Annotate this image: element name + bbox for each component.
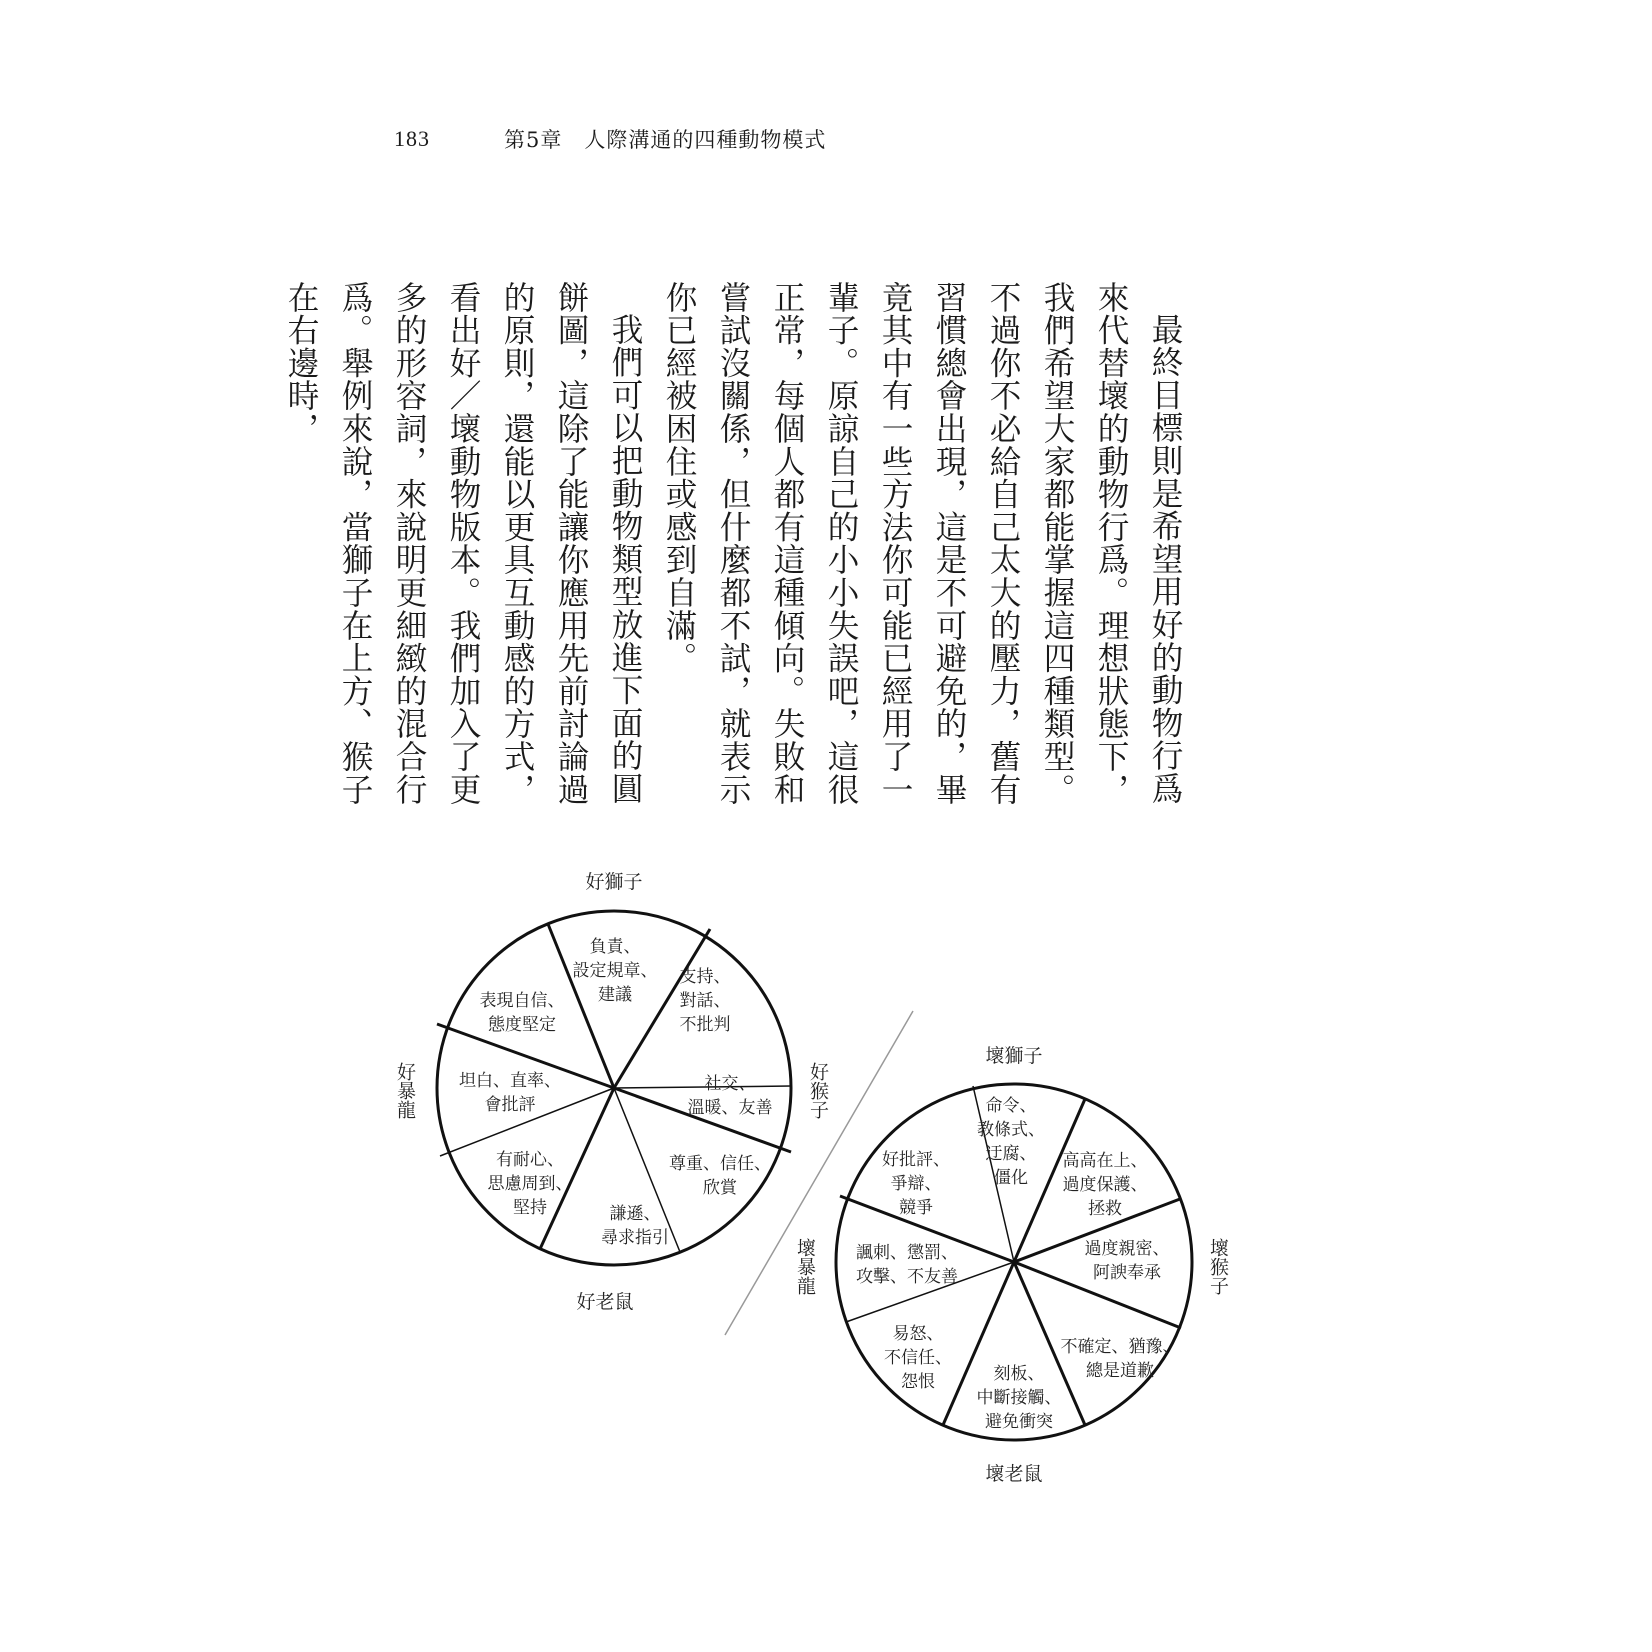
paragraph-2: 我們可以把動物類型放進下面的圓餅圖，這除了能讓你應用先前討論過的原則，還能以更具互動感的方式，看出好／壞動物版本。我們加入了更多的形容詞，來說明更細緻的混合行爲。舉例來說，當獅子在上方、猴子在右邊時， — [283, 281, 643, 806]
bad-monkey-label: 壞猴子 — [1207, 1238, 1229, 1295]
good-segment-7-line: 會批評 — [484, 1095, 536, 1115]
bad-segment-8-line: 競爭 — [899, 1198, 933, 1218]
good-segment-3-line: 溫暖、友善 — [687, 1098, 773, 1118]
good-segment-2-line: 對話、 — [679, 991, 731, 1011]
bad-segment-5-line: 中斷接觸、 — [976, 1388, 1062, 1408]
good-segment-5-line: 尋求指引 — [601, 1228, 669, 1248]
bad-segment-3-line: 過度親密、 — [1084, 1239, 1170, 1259]
bad-wheel — [794, 1045, 1229, 1485]
bad-lion-label: 壞獅子 — [985, 1045, 1043, 1067]
good-segment-6-line: 思慮周到、 — [487, 1174, 573, 1194]
good-segment-4-line: 欣賞 — [703, 1178, 737, 1198]
good-trex-label: 好暴龍 — [394, 1062, 416, 1119]
good-monkey-label: 好猴子 — [807, 1062, 829, 1119]
good-segment-2-line: 支持、 — [679, 967, 731, 987]
good-segment-8-line: 表現自信、 — [479, 991, 565, 1011]
good-segment-7-line: 坦白、直率、 — [459, 1071, 561, 1091]
bad-segment-5-line: 刻板、 — [993, 1364, 1045, 1384]
bad-segment-1-line: 迂腐、 — [985, 1144, 1037, 1164]
good-segment-1-line: 建議 — [598, 985, 632, 1005]
bad-segment-1-line: 教條式、 — [977, 1120, 1045, 1140]
bad-segment-1 — [977, 1096, 1045, 1188]
bad-segment-4-line: 不確定、猶豫、 — [1060, 1337, 1180, 1357]
good-segment-3-line: 社交、 — [704, 1074, 756, 1094]
good-segment-7 — [459, 1071, 561, 1115]
bad-segment-3-line: 阿諛奉承 — [1093, 1263, 1161, 1283]
bad-segment-2-line: 高高在上、 — [1062, 1151, 1148, 1171]
good-segment-1 — [573, 937, 658, 1005]
chapter-title: 第5章 人際溝通的四種動物模式 — [504, 128, 827, 152]
good-segment-2 — [680, 967, 731, 1035]
bad-segment-2 — [1063, 1151, 1148, 1219]
bad-segment-5 — [977, 1364, 1062, 1432]
bad-segment-5-line: 避免衝突 — [985, 1412, 1053, 1432]
good-segment-4-line: 尊重、信任、 — [669, 1154, 771, 1174]
good-wheel — [394, 871, 829, 1313]
bad-segment-2-line: 拯救 — [1088, 1199, 1122, 1219]
bad-segment-4-line: 總是道歉 — [1086, 1361, 1154, 1381]
paragraph-1: 最終目標則是希望用好的動物行爲來代替壞的動物行爲。理想狀態下，我們希望大家都能掌握這四種類型。不過你不必給自己太大的壓力，舊有習慣總會出現，這是不可避免的，畢竟其中有一些方法你可能已經用了一輩子。原諒自己的小小失誤吧，這很正常，每個人都有這種傾向。失敗和嘗試沒關係，但什麼都不試，就表示你已經被困住或感到自滿。 — [661, 281, 1183, 806]
good-segment-2-line: 不批判 — [679, 1015, 731, 1035]
good-segment-3 — [688, 1074, 773, 1118]
bad-segment-6-line: 怨恨 — [901, 1372, 935, 1392]
bad-segment-3 — [1085, 1239, 1170, 1283]
bad-segment-6-line: 不信任、 — [884, 1348, 952, 1368]
good-segment-6-line: 有耐心、 — [496, 1150, 564, 1170]
bad-mouse-label: 壞老鼠 — [985, 1463, 1043, 1485]
good-segment-8-line: 態度堅定 — [488, 1015, 556, 1035]
good-lion-label: 好獅子 — [585, 871, 643, 893]
good-segment-1-line: 設定規章、 — [572, 961, 658, 981]
bad-segment-6 — [884, 1324, 952, 1392]
bad-segment-8-line: 好批評、 — [882, 1150, 950, 1170]
bad-segment-2-line: 過度保護、 — [1062, 1175, 1148, 1195]
page-number: 183 — [394, 126, 430, 151]
good-segment-4 — [669, 1154, 771, 1198]
bad-segment-7 — [856, 1243, 958, 1287]
bad-segment-7-line: 攻擊、不友善 — [856, 1267, 958, 1287]
bad-segment-8 — [882, 1150, 950, 1218]
good-segment-8 — [480, 991, 565, 1035]
good-segment-1-line: 負責、 — [589, 937, 641, 957]
bad-segment-1-line: 僵化 — [994, 1168, 1028, 1188]
bad-segment-6-line: 易怒、 — [892, 1324, 944, 1344]
good-segment-5 — [601, 1204, 669, 1248]
good-segment-5-line: 謙遜、 — [609, 1204, 661, 1224]
good-mouse-label: 好老鼠 — [576, 1291, 634, 1313]
bad-segment-8-line: 爭辯、 — [890, 1174, 942, 1194]
bad-segment-1-line: 命令、 — [985, 1096, 1037, 1116]
bad-trex-label: 壞暴龍 — [794, 1238, 816, 1295]
good-segment-6-line: 堅持 — [513, 1198, 547, 1218]
bad-segment-7-line: 諷刺、懲罰、 — [856, 1243, 958, 1263]
